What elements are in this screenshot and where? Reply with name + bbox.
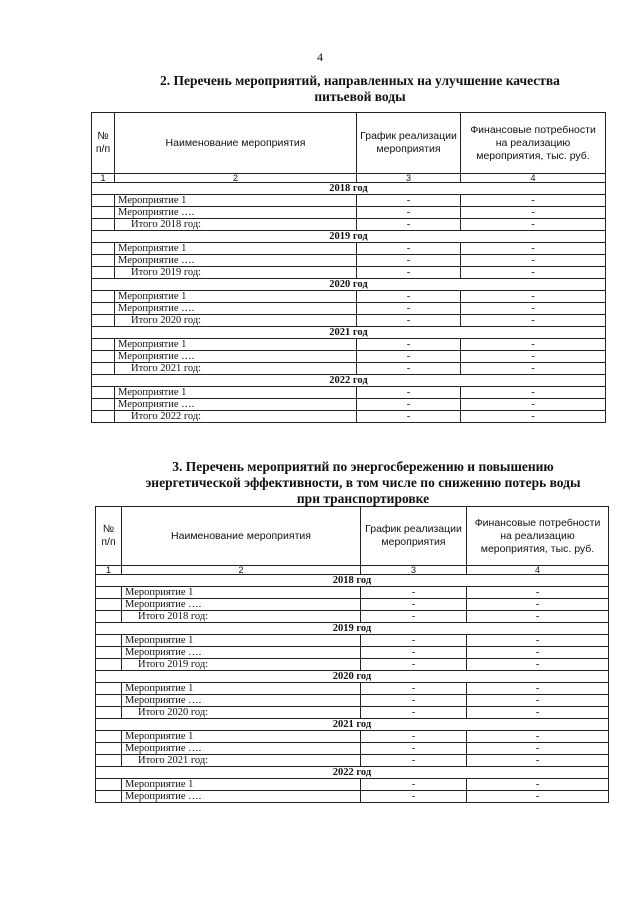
page-number: 4 xyxy=(317,50,323,64)
activity-name: Мероприятие …. xyxy=(122,647,361,659)
activity-finance: - xyxy=(467,731,609,743)
year-row xyxy=(92,183,606,195)
row-num xyxy=(92,399,115,411)
year-row xyxy=(92,327,606,339)
section-3-title-line3: при транспортировке xyxy=(296,491,430,506)
activity-finance: - xyxy=(461,207,606,219)
row-num xyxy=(92,267,115,279)
column-number: 2 xyxy=(115,174,357,183)
activity-finance: - xyxy=(467,647,609,659)
activity-name: Мероприятие …. xyxy=(115,207,357,219)
table-row xyxy=(92,291,606,303)
table-row xyxy=(96,683,609,695)
table-row xyxy=(92,243,606,255)
total-label: Итого 2021 год: xyxy=(115,363,357,375)
table-row xyxy=(92,303,606,315)
activity-finance: - xyxy=(467,743,609,755)
table-row xyxy=(92,399,606,411)
activity-name: Мероприятие 1 xyxy=(122,683,361,695)
total-finance: - xyxy=(461,411,606,423)
column-number: 4 xyxy=(467,566,609,575)
activity-schedule: - xyxy=(361,599,467,611)
row-num xyxy=(92,219,115,231)
activity-name: Мероприятие 1 xyxy=(122,587,361,599)
total-row xyxy=(92,363,606,375)
activity-schedule: - xyxy=(357,255,461,267)
activity-finance: - xyxy=(461,399,606,411)
total-finance: - xyxy=(461,315,606,327)
table-row xyxy=(92,351,606,363)
column-number-row xyxy=(96,566,609,575)
row-num xyxy=(96,599,122,611)
activity-schedule: - xyxy=(357,387,461,399)
activity-name: Мероприятие …. xyxy=(115,255,357,267)
activity-schedule: - xyxy=(357,291,461,303)
year-heading: 2022 год xyxy=(92,375,606,387)
row-num xyxy=(92,411,115,423)
table-row xyxy=(96,599,609,611)
activity-schedule: - xyxy=(361,695,467,707)
activity-schedule: - xyxy=(357,207,461,219)
activity-schedule: - xyxy=(361,587,467,599)
row-num xyxy=(96,707,122,719)
year-row xyxy=(92,279,606,291)
activity-finance: - xyxy=(467,779,609,791)
activity-schedule: - xyxy=(357,243,461,255)
table-row xyxy=(96,731,609,743)
year-heading: 2019 год xyxy=(96,623,609,635)
table-row xyxy=(92,255,606,267)
row-num xyxy=(92,243,115,255)
column-number: 3 xyxy=(357,174,461,183)
table-row xyxy=(96,791,609,803)
section-3-title-line2: энергетической эффективности, в том числе по снижению потерь воды xyxy=(145,475,581,490)
activity-schedule: - xyxy=(361,779,467,791)
total-row xyxy=(96,755,609,767)
row-num xyxy=(96,791,122,803)
section-2-table-body xyxy=(92,113,606,423)
row-num xyxy=(92,291,115,303)
table-row xyxy=(92,207,606,219)
year-row xyxy=(92,375,606,387)
activity-finance: - xyxy=(461,303,606,315)
section-2-table xyxy=(91,112,606,423)
year-row xyxy=(96,623,609,635)
activity-name: Мероприятие 1 xyxy=(115,387,357,399)
year-row xyxy=(96,719,609,731)
activity-finance: - xyxy=(461,339,606,351)
table-row xyxy=(92,339,606,351)
activity-name: Мероприятие 1 xyxy=(115,195,357,207)
activity-name: Мероприятие …. xyxy=(122,695,361,707)
section-3-table xyxy=(95,506,609,803)
activity-schedule: - xyxy=(357,399,461,411)
year-row xyxy=(92,231,606,243)
year-row xyxy=(96,575,609,587)
total-schedule: - xyxy=(361,755,467,767)
header-num: № п/п xyxy=(92,113,115,174)
activity-schedule: - xyxy=(357,351,461,363)
header-schedule: График реализации мероприятия xyxy=(357,113,461,174)
total-row xyxy=(96,707,609,719)
activity-finance: - xyxy=(467,599,609,611)
year-heading: 2020 год xyxy=(92,279,606,291)
total-finance: - xyxy=(467,659,609,671)
section-2-title-line2: питьевой воды xyxy=(314,89,406,104)
total-row xyxy=(96,611,609,623)
column-number: 2 xyxy=(122,566,361,575)
header-name: Наименование мероприятия xyxy=(115,113,357,174)
row-num xyxy=(92,255,115,267)
header-row xyxy=(92,113,606,174)
total-schedule: - xyxy=(357,315,461,327)
table-row xyxy=(92,387,606,399)
row-num xyxy=(92,339,115,351)
activity-finance: - xyxy=(467,587,609,599)
total-row xyxy=(96,659,609,671)
activity-finance: - xyxy=(461,243,606,255)
total-schedule: - xyxy=(357,411,461,423)
total-row xyxy=(92,411,606,423)
section-2-title xyxy=(120,73,600,105)
activity-name: Мероприятие 1 xyxy=(115,243,357,255)
total-label: Итого 2018 год: xyxy=(115,219,357,231)
header-name: Наименование мероприятия xyxy=(122,507,361,566)
table-row xyxy=(96,587,609,599)
activity-schedule: - xyxy=(361,743,467,755)
row-num xyxy=(96,731,122,743)
year-heading: 2021 год xyxy=(96,719,609,731)
activity-finance: - xyxy=(467,683,609,695)
column-number: 1 xyxy=(96,566,122,575)
row-num xyxy=(92,315,115,327)
year-heading: 2018 год xyxy=(92,183,606,195)
year-heading: 2021 год xyxy=(92,327,606,339)
activity-name: Мероприятие …. xyxy=(115,351,357,363)
total-finance: - xyxy=(461,363,606,375)
row-num xyxy=(96,755,122,767)
total-row xyxy=(92,219,606,231)
activity-finance: - xyxy=(461,351,606,363)
total-label: Итого 2022 год: xyxy=(115,411,357,423)
total-label: Итого 2018 год: xyxy=(122,611,361,623)
activity-finance: - xyxy=(467,635,609,647)
row-num xyxy=(96,647,122,659)
year-row xyxy=(96,671,609,683)
header-row xyxy=(96,507,609,566)
total-schedule: - xyxy=(357,363,461,375)
row-num xyxy=(96,683,122,695)
activity-finance: - xyxy=(461,387,606,399)
total-label: Итого 2019 год: xyxy=(115,267,357,279)
table-row xyxy=(96,779,609,791)
row-num xyxy=(92,363,115,375)
header-schedule: График реализации мероприятия xyxy=(361,507,467,566)
total-finance: - xyxy=(461,219,606,231)
total-schedule: - xyxy=(361,707,467,719)
row-num xyxy=(92,195,115,207)
activity-finance: - xyxy=(461,291,606,303)
year-heading: 2020 год xyxy=(96,671,609,683)
activity-schedule: - xyxy=(357,339,461,351)
total-row xyxy=(92,315,606,327)
activity-schedule: - xyxy=(361,731,467,743)
table-row xyxy=(96,647,609,659)
activity-schedule: - xyxy=(357,195,461,207)
table-row xyxy=(96,695,609,707)
row-num xyxy=(92,351,115,363)
activity-schedule: - xyxy=(361,683,467,695)
activity-name: Мероприятие …. xyxy=(122,743,361,755)
row-num xyxy=(96,743,122,755)
total-finance: - xyxy=(467,611,609,623)
activity-finance: - xyxy=(467,791,609,803)
year-heading: 2019 год xyxy=(92,231,606,243)
column-number: 4 xyxy=(461,174,606,183)
total-finance: - xyxy=(467,755,609,767)
row-num xyxy=(92,207,115,219)
section-3-title-line1: 3. Перечень мероприятий по энергосбережению и повышению xyxy=(172,459,554,474)
total-finance: - xyxy=(461,267,606,279)
total-schedule: - xyxy=(357,267,461,279)
row-num xyxy=(96,779,122,791)
row-num xyxy=(92,387,115,399)
activity-finance: - xyxy=(467,695,609,707)
activity-name: Мероприятие …. xyxy=(115,303,357,315)
total-label: Итого 2020 год: xyxy=(115,315,357,327)
activity-schedule: - xyxy=(361,635,467,647)
total-label: Итого 2021 год: xyxy=(122,755,361,767)
activity-name: Мероприятие 1 xyxy=(122,635,361,647)
activity-name: Мероприятие …. xyxy=(115,399,357,411)
total-label: Итого 2019 год: xyxy=(122,659,361,671)
row-num xyxy=(96,587,122,599)
header-finance: Финансовые потребности на реализацию мероприятия, тыс. руб. xyxy=(467,507,609,566)
table-row xyxy=(96,635,609,647)
row-num xyxy=(96,635,122,647)
table-row xyxy=(92,195,606,207)
total-schedule: - xyxy=(361,659,467,671)
total-schedule: - xyxy=(361,611,467,623)
section-2-title-line1: 2. Перечень мероприятий, направленных на улучшение качества xyxy=(160,73,560,88)
row-num xyxy=(96,659,122,671)
year-heading: 2018 год xyxy=(96,575,609,587)
total-schedule: - xyxy=(357,219,461,231)
activity-name: Мероприятие 1 xyxy=(115,291,357,303)
row-num xyxy=(96,611,122,623)
header-finance: Финансовые потребности на реализацию мероприятия, тыс. руб. xyxy=(461,113,606,174)
column-number: 1 xyxy=(92,174,115,183)
activity-name: Мероприятие …. xyxy=(122,599,361,611)
section-3-table-body xyxy=(96,507,609,803)
header-num: № п/п xyxy=(96,507,122,566)
total-label: Итого 2020 год: xyxy=(122,707,361,719)
activity-name: Мероприятие 1 xyxy=(122,779,361,791)
table-row xyxy=(96,743,609,755)
activity-finance: - xyxy=(461,195,606,207)
section-3-title xyxy=(118,459,608,507)
activity-schedule: - xyxy=(361,791,467,803)
total-row xyxy=(92,267,606,279)
activity-finance: - xyxy=(461,255,606,267)
row-num xyxy=(96,695,122,707)
year-row xyxy=(96,767,609,779)
activity-name: Мероприятие …. xyxy=(122,791,361,803)
activity-schedule: - xyxy=(357,303,461,315)
column-number-row xyxy=(92,174,606,183)
column-number: 3 xyxy=(361,566,467,575)
total-finance: - xyxy=(467,707,609,719)
activity-name: Мероприятие 1 xyxy=(115,339,357,351)
row-num xyxy=(92,303,115,315)
activity-name: Мероприятие 1 xyxy=(122,731,361,743)
year-heading: 2022 год xyxy=(96,767,609,779)
activity-schedule: - xyxy=(361,647,467,659)
